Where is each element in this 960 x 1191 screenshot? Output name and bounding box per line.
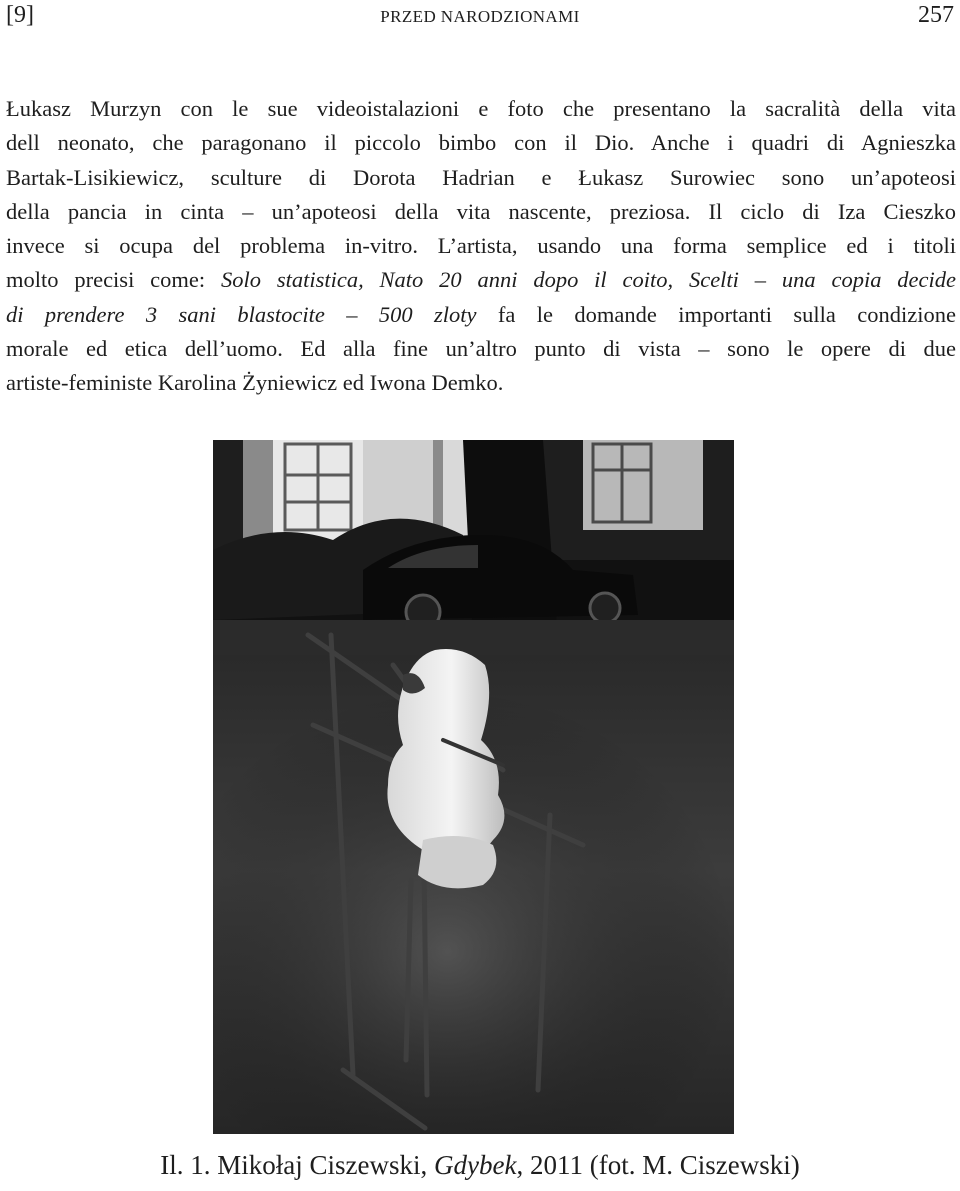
caption-artwork-title: Gdybek (434, 1150, 517, 1180)
caption-text: , 2011 (fot. M. Ciszewski) (516, 1150, 800, 1180)
figure-caption (0, 1150, 960, 1181)
text-line: Bartak-Lisikiewicz, sculture di Dorota Hadrian e Łukasz Surowiec sono un’apoteosi (6, 164, 956, 190)
text-line: dell neonato, che paragonano il piccolo bimbo con il Dio. Anche i quadri di Agnieszka (6, 130, 956, 156)
sculpture-photograph (213, 440, 734, 1134)
text-line (6, 298, 956, 332)
artwork-titles-italic: Solo statistica, Nato 20 anni dopo il coito, Scelti – una copia decide (220, 267, 956, 293)
body-paragraph (6, 92, 956, 401)
text-line: morale ed etica dell’uomo. Ed alla fine un’altro punto di vista – sono le opere di due (6, 336, 956, 362)
text-line: invece si ocupa del problema in-vitro. L’artista, usando una forma semplice ed i titoli (6, 233, 956, 259)
text-run: molto precisi come: (6, 267, 221, 293)
text-line: Łukasz Murzyn con le sue videoistalazioni e foto che presentano la sacralità della vita (6, 96, 956, 121)
text-line: della pancia in cinta – un’apoteosi della vita nascente, preziosa. Il ciclo di Iza Cieszko (6, 198, 956, 224)
text-run: fa le domande importanti sulla condizione (476, 301, 957, 327)
text-line: artiste-feministe Karolina Żyniewicz ed Iwona Demko. (6, 370, 504, 396)
running-title: PRZED NARODZIONAMI (380, 7, 580, 26)
page-number: 257 (918, 2, 954, 28)
artwork-titles-italic: di prendere 3 sani blastocite – 500 zloty (6, 301, 477, 327)
text-line (6, 263, 956, 297)
section-number: [9] (6, 2, 34, 28)
running-header (0, 0, 960, 36)
caption-text: Il. 1. Mikołaj Ciszewski, (160, 1150, 435, 1180)
